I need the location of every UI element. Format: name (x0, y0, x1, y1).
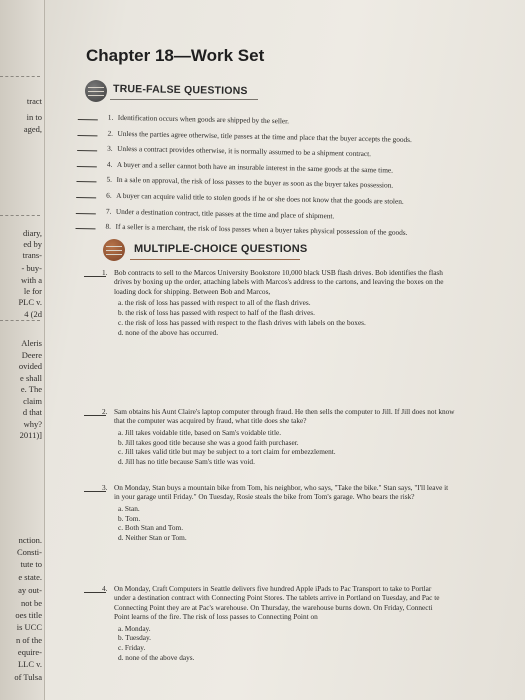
question-stem (114, 407, 524, 426)
true-false-heading: TRUE-FALSE QUESTIONS (112, 82, 248, 98)
question-number: 3. (107, 143, 113, 153)
stem-line: On Monday, Craft Computers in Seattle delivers five hundred Apple iPads to Pac Transport to take to Portlar (114, 584, 432, 593)
answer-blank[interactable] (77, 135, 97, 136)
margin-text-fragment: ovided (18, 361, 42, 371)
answer-option[interactable]: b. Tuesday. (118, 633, 151, 643)
answer-option[interactable]: a. the risk of loss has passed with respect to all of the flash drives. (118, 298, 311, 308)
question-number: 5. (106, 174, 113, 185)
stem-line: under a destination contract with Connecting Point Stores. The tablets arrive in Portland on Tuesday, and Pac te (114, 593, 440, 603)
margin-text-fragment: e. The (20, 384, 42, 394)
answer-option[interactable]: c. the risk of loss has passed with respect to the flash drives with labels on the boxes. (118, 317, 366, 327)
margin-text-fragment: d that (22, 407, 42, 417)
margin-text-fragment: n of the (16, 635, 42, 645)
margin-text-fragment: Aleris (21, 338, 42, 348)
question-stem (114, 483, 524, 502)
question-number: 1. (102, 268, 108, 277)
margin-text-fragment: e shall (20, 373, 42, 383)
heading-rule (130, 259, 300, 260)
margin-text-fragment: trans- (22, 250, 42, 260)
margin-text-fragment: ed by (23, 239, 42, 249)
answer-options (118, 624, 518, 663)
margin-text-fragment: nction. (18, 535, 42, 545)
answer-option[interactable]: b. the risk of loss has passed with respect to half of the flash drives. (118, 307, 315, 317)
question-text: Identification occurs when goods are shipped by the seller. (117, 112, 290, 126)
margin-rule (0, 76, 40, 77)
multiple-choice-section-icon (103, 239, 125, 261)
margin-rule (0, 215, 40, 216)
question-number: 8. (105, 221, 112, 231)
question-number: 2. (102, 407, 108, 416)
margin-text-fragment: - buy- (21, 263, 42, 273)
answer-option[interactable]: d. none of the above days. (118, 652, 195, 662)
margin-text-fragment: oes title (15, 610, 42, 620)
margin-text-fragment: equire- (17, 647, 42, 657)
margin-text-fragment: PLC v. (18, 297, 42, 307)
question-text: In a sale on approval, the risk of loss passes to the buyer as soon as the buyer takes possession. (116, 175, 394, 190)
answer-blank[interactable] (76, 213, 96, 214)
stem-line: loading dock for shipping. Between Bob and Marcos, (114, 286, 271, 296)
stem-line: On Monday, Stan buys a mountain bike from Tom, his neighbor, who says, "Take the bike." Stan says, "I'll leave it (114, 483, 449, 492)
question-number: 2. (107, 128, 114, 138)
true-false-list (75, 110, 498, 244)
margin-text-fragment: tract (26, 96, 42, 106)
true-false-section-icon (85, 80, 107, 102)
question-text: If a seller is a merchant, the risk of loss passes when a buyer takes physical possession of the goods. (115, 221, 408, 238)
stem-line: Point learns of the fire. The risk of loss passes to Connecting Point on (114, 612, 318, 622)
margin-text-fragment: aged, (23, 124, 42, 134)
answer-option[interactable]: a. Jill takes voidable title, based on Sam's voidable title. (118, 427, 282, 437)
heading-rule (110, 99, 258, 100)
question-number: 1. (107, 112, 114, 122)
margin-text-fragment: in to (26, 112, 42, 122)
answer-blank[interactable] (77, 150, 97, 151)
answer-blank[interactable] (78, 119, 98, 120)
facing-page-margin (0, 0, 45, 700)
question-stem (114, 584, 524, 622)
question-text: A buyer and a seller cannot both have an insurable interest in the same goods at the same time. (116, 159, 394, 175)
answer-option[interactable]: c. Friday. (118, 643, 146, 653)
answer-option[interactable]: a. Monday. (118, 623, 151, 633)
question-number: 3. (102, 483, 108, 492)
question-number: 6. (106, 190, 112, 200)
answer-option[interactable]: d. none of the above has occurred. (118, 327, 219, 337)
margin-text-fragment: diary, (22, 228, 42, 238)
answer-options (118, 428, 518, 467)
margin-text-fragment: claim (23, 396, 42, 406)
question-text: Unless the parties agree otherwise, title passes at the time and place that the buyer accepts the goods. (117, 128, 412, 144)
answer-option[interactable]: a. Stan. (118, 503, 140, 513)
margin-text-fragment: Consti- (16, 547, 42, 557)
margin-text-fragment: LLC v. (17, 659, 42, 669)
question-text: Unless a contract provides otherwise, it is normally assumed to be a shipment contract. (117, 144, 372, 159)
margin-text-fragment: why? (23, 419, 42, 429)
question-number: 7. (105, 206, 112, 216)
margin-rule (0, 320, 40, 321)
margin-text-fragment: with a (20, 275, 42, 285)
stem-line: that the computer was acquired by fraud, what title does she take? (114, 416, 307, 426)
margin-text-fragment: 4 (2d (24, 309, 42, 319)
answer-blank[interactable] (76, 197, 96, 198)
answer-option[interactable]: d. Jill has no title because Sam's title was void. (118, 457, 255, 467)
question-stem (114, 268, 524, 296)
stem-line: in your garage until Friday." On Tuesday, Rosie steals the bike from Tom's garage. Who bears the risk? (114, 492, 415, 502)
question-number: 4. (106, 159, 113, 169)
answer-options (118, 298, 518, 337)
margin-text-fragment: Deere (21, 350, 42, 360)
answer-blank[interactable] (77, 166, 97, 167)
margin-text-fragment: is UCC (16, 622, 42, 632)
question-text: A buyer can acquire valid title to stolen goods if he or she does not know that the goods are stolen. (116, 190, 404, 206)
question-text: Under a destination contract, title passes at the time and place of shipment. (115, 206, 335, 220)
answer-options (118, 504, 518, 543)
answer-option[interactable]: b. Tom. (118, 513, 141, 523)
stem-line: Connecting Point they are at Pac's warehouse. On Thursday, the warehouse burns down. On Friday, Connecti (114, 602, 433, 612)
chapter-title: Chapter 18—Work Set (86, 46, 265, 65)
margin-text-fragment: le for (23, 286, 42, 296)
margin-text-fragment: tute to (20, 559, 42, 569)
stem-line: Bob contracts to sell to the Marcos University Bookstore 10,000 black USB flash drives. Bob identifies the flash (114, 268, 443, 277)
margin-text-fragment: 2011)] (19, 430, 42, 440)
margin-text-fragment: ay out- (18, 585, 42, 595)
stem-line: Sam obtains his Aunt Claire's laptop computer through fraud. He then sells the computer to Jill. If Jill does not know (114, 407, 455, 416)
answer-blank[interactable] (76, 181, 96, 182)
margin-text-fragment: not be (20, 598, 42, 608)
answer-option[interactable]: c. Jill takes valid title but may be subject to a tort claim for embezzlement. (118, 447, 336, 457)
answer-blank[interactable] (76, 228, 96, 229)
margin-text-fragment: of Tulsa (14, 672, 42, 682)
margin-text-fragment: e state. (18, 572, 42, 582)
multiple-choice-heading: MULTIPLE-CHOICE QUESTIONS (134, 243, 308, 255)
answer-option[interactable]: b. Jill takes good title because she was a good faith purchaser. (118, 437, 299, 447)
answer-option[interactable]: c. Both Stan and Tom. (118, 523, 184, 533)
question-number: 4. (102, 584, 108, 593)
answer-option[interactable]: d. Neither Stan or Tom. (118, 533, 187, 543)
stem-line: drives by boxing up the order, attaching labels with Marcos's address to the cartons, and leaving the boxes on the (114, 277, 444, 287)
